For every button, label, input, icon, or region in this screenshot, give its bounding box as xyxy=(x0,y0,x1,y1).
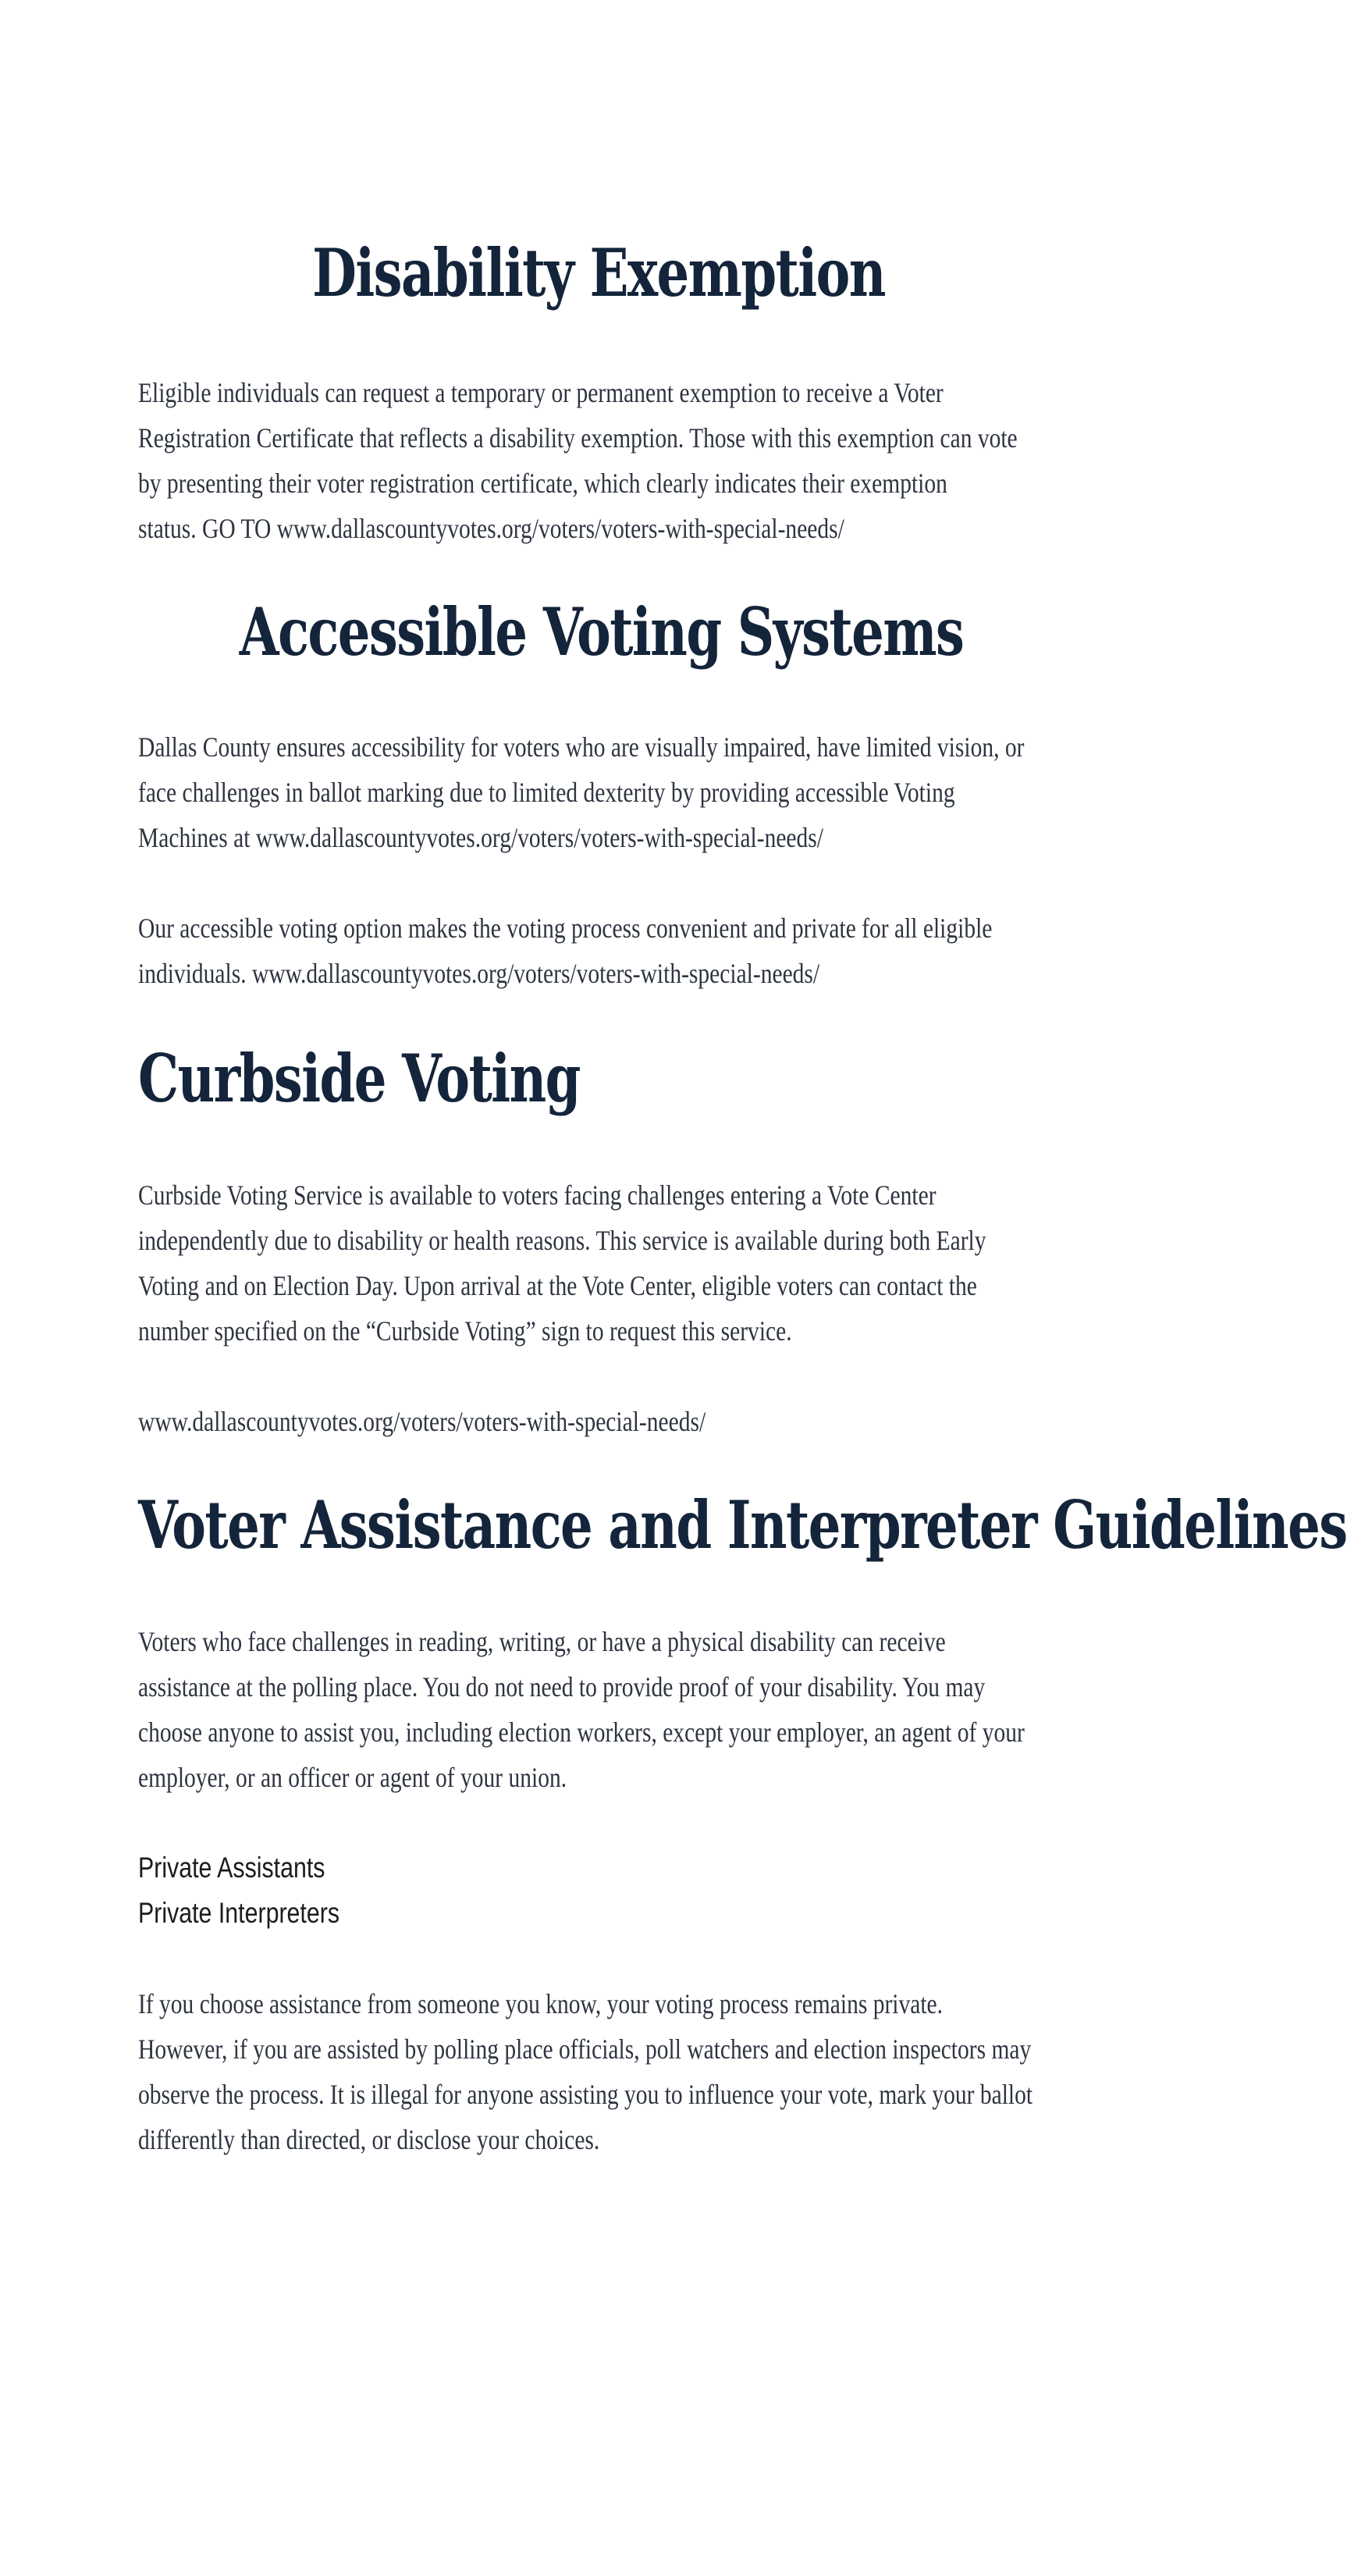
text-line: Curbside Voting Service is available to voters facing challenges entering a Vote Center xyxy=(138,1179,937,1211)
list-item: Private Assistants xyxy=(138,1852,325,1884)
paragraph-curbside-voting-2 xyxy=(138,1399,1059,1444)
text-line: choose anyone to assist you, including election workers, except your employer, an agent of your xyxy=(138,1717,1025,1748)
paragraph-accessible-voting-1 xyxy=(138,724,1059,860)
text-line: However, if you are assisted by polling place officials, poll watchers and election inspectors may xyxy=(138,2033,1032,2065)
text-line: Eligible individuals can request a temporary or permanent exemption to receive a Voter xyxy=(138,377,944,408)
text-line: face challenges in ballot marking due to limited dexterity by providing accessible Voting xyxy=(138,777,955,808)
text-line: number specified on the “Curbside Voting” sign to request this service. xyxy=(138,1315,792,1347)
heading-disability-exemption: Disability Exemption xyxy=(312,234,885,311)
heading-voter-assistance: Voter Assistance and Interpreter Guidelines xyxy=(138,1486,1347,1564)
text-line: assistance at the polling place. You do not need to provide proof of your disability. You may xyxy=(138,1671,986,1703)
text-line: Registration Certificate that reflects a disability exemption. Those with this exemption can vote xyxy=(138,422,1018,454)
text-line: Voters who face challenges in reading, writing, or have a physical disability can receive xyxy=(138,1626,946,1657)
text-line: independently due to disability or health reasons. This service is available during both Early xyxy=(138,1225,986,1256)
paragraph-disability-exemption xyxy=(138,370,1059,551)
text-line: observe the process. It is illegal for anyone assisting you to influence your vote, mark your ballot xyxy=(138,2079,1033,2110)
paragraph-voter-assistance-1 xyxy=(138,1619,1059,1800)
paragraph-accessible-voting-2 xyxy=(138,906,1059,996)
assistance-type-list xyxy=(138,1845,384,1936)
paragraph-curbside-voting-1 xyxy=(138,1172,1059,1354)
heading-accessible-voting-systems: Accessible Voting Systems xyxy=(239,593,964,671)
heading-curbside-voting: Curbside Voting xyxy=(138,1040,580,1117)
text-line: Machines at www.dallascountyvotes.org/voters/voters-with-special-needs/ xyxy=(138,822,823,853)
text-line: Our accessible voting option makes the voting process convenient and private for all eligible xyxy=(138,913,993,944)
text-line: If you choose assistance from someone you know, your voting process remains private. xyxy=(138,1988,944,2019)
list-item: Private Interpreters xyxy=(138,1897,340,1929)
paragraph-voter-assistance-2 xyxy=(138,1981,1059,2162)
text-line: status. GO TO www.dallascountyvotes.org/voters/voters-with-special-needs/ xyxy=(138,513,844,544)
text-line: individuals. www.dallascountyvotes.org/voters/voters-with-special-needs/ xyxy=(138,958,820,989)
text-line: Dallas County ensures accessibility for voters who are visually impaired, have limited vision, or xyxy=(138,731,1025,763)
text-line: by presenting their voter registration certificate, which clearly indicates their exemption xyxy=(138,468,947,499)
text-line: differently than directed, or disclose your choices. xyxy=(138,2124,600,2155)
text-line: Voting and on Election Day. Upon arrival at the Vote Center, eligible voters can contact the xyxy=(138,1270,977,1301)
text-line: employer, or an officer or agent of your union. xyxy=(138,1762,567,1793)
text-line: www.dallascountyvotes.org/voters/voters-with-special-needs/ xyxy=(138,1406,706,1437)
